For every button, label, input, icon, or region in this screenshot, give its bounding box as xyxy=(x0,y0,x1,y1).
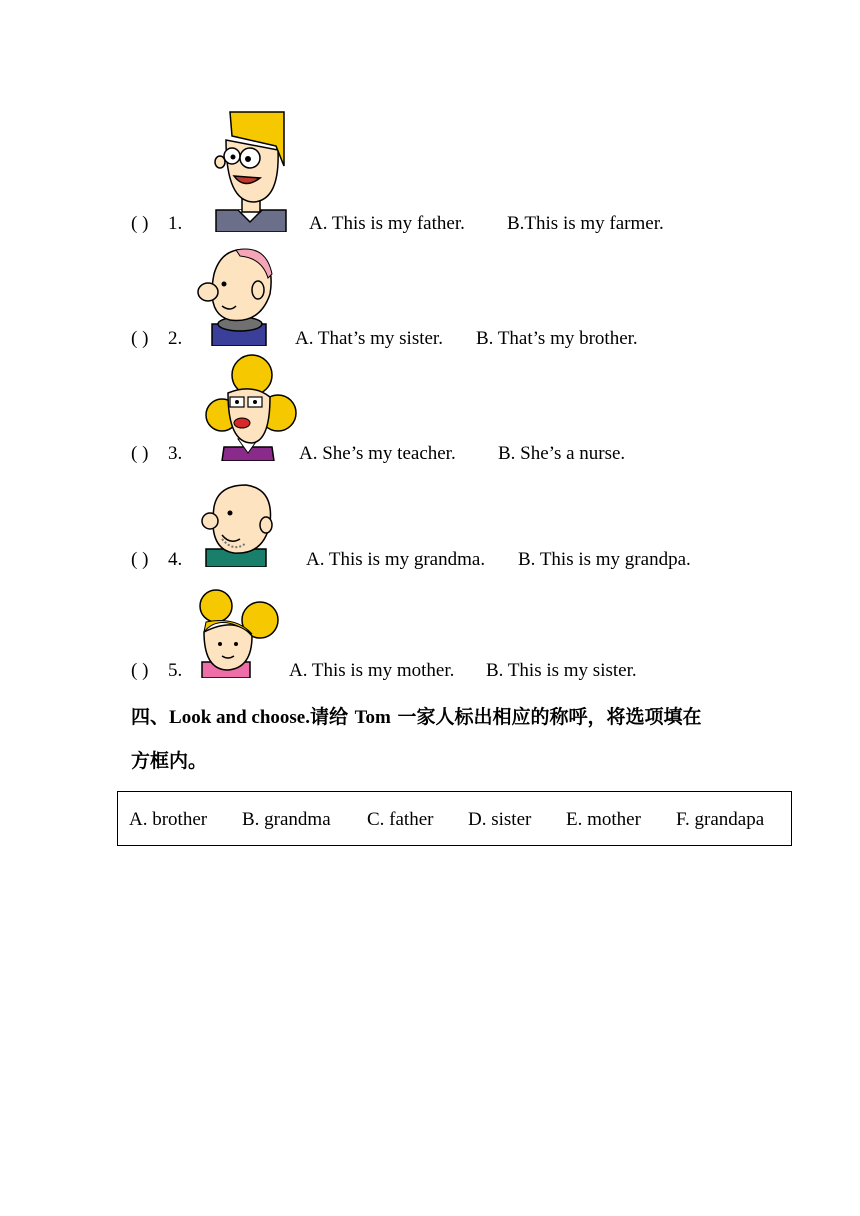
man-with-scarf-icon xyxy=(196,244,280,346)
answer-parenthesis[interactable]: ( ) xyxy=(131,213,149,234)
section-title-cn: 请给 xyxy=(309,706,355,728)
option-a: A. That’s my sister. xyxy=(295,328,443,349)
choice-box xyxy=(117,791,792,846)
option-a: A. This is my father. xyxy=(309,213,465,234)
question-number: 5. xyxy=(168,660,183,681)
choice-item: D. sister xyxy=(468,809,532,830)
choice-item: E. mother xyxy=(566,809,641,830)
answer-parenthesis[interactable]: ( ) xyxy=(131,443,149,464)
option-b: B. This is my sister. xyxy=(486,660,637,681)
question-number: 2. xyxy=(168,328,183,349)
woman-with-glasses-icon xyxy=(202,353,298,461)
choice-item: A. brother xyxy=(129,809,208,830)
option-b: B. That’s my brother. xyxy=(476,328,638,349)
section-heading-line2: 方框内。 xyxy=(131,750,208,772)
option-b: B. She’s a nurse. xyxy=(498,443,626,464)
section-title-en: Look and choose. xyxy=(169,707,310,728)
question-number: 1. xyxy=(168,213,183,234)
section-title-name: Tom xyxy=(354,707,391,728)
answer-parenthesis[interactable]: ( ) xyxy=(131,549,149,570)
option-a: A. This is my mother. xyxy=(289,660,455,681)
grandpa-icon xyxy=(200,483,280,567)
section-heading xyxy=(131,702,701,729)
question-number: 3. xyxy=(168,443,183,464)
answer-parenthesis[interactable]: ( ) xyxy=(131,328,149,349)
option-a: A. She’s my teacher. xyxy=(299,443,456,464)
choice-item: C. father xyxy=(367,809,434,830)
girl-with-scarf-icon xyxy=(196,586,282,678)
section-number: 四、 xyxy=(131,706,170,728)
question-number: 4. xyxy=(168,549,183,570)
choice-item: B. grandma xyxy=(242,809,331,830)
option-b: B.This is my farmer. xyxy=(507,213,664,234)
answer-parenthesis[interactable]: ( ) xyxy=(131,660,149,681)
option-a: A. This is my grandma. xyxy=(306,549,486,570)
choice-item: F. grandapa xyxy=(676,809,765,830)
section-title-cn-rest: 一家人标出相应的称呼，将选项填在 xyxy=(390,706,702,728)
boy-with-glasses-icon xyxy=(212,110,290,232)
option-b: B. This is my grandpa. xyxy=(518,549,691,570)
